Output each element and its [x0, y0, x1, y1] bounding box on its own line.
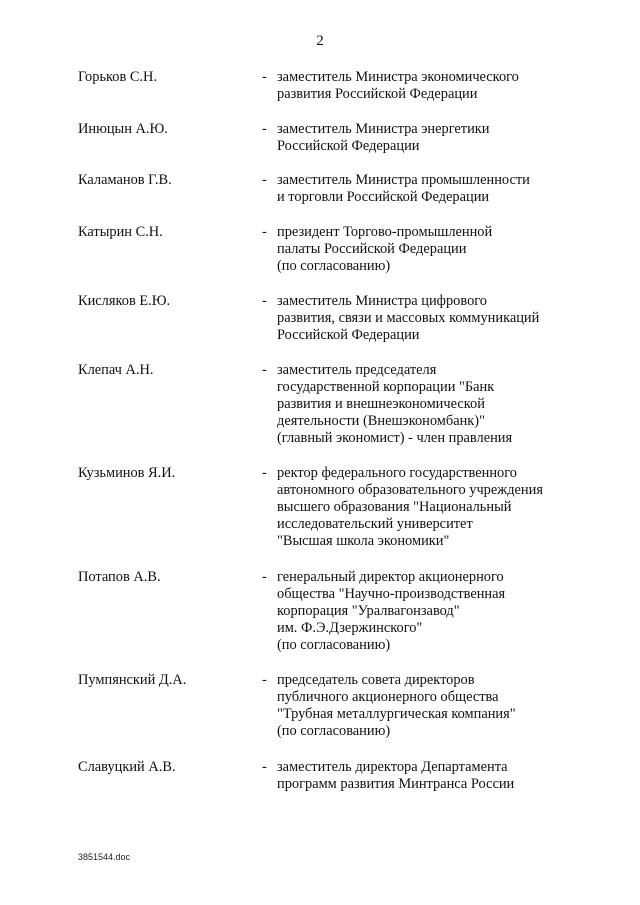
- member-entry: [78, 672, 578, 740]
- member-position: заместитель председателя государственной корпорации "Банк развития и внешнеэкономической деятельности (Внешэкономбанк)" (главный экономист) - член правления: [277, 362, 513, 446]
- member-name: Потапов А.В.: [78, 569, 161, 585]
- file-code: 3851544.doc: [78, 852, 131, 862]
- member-name: Каламанов Г.В.: [78, 172, 172, 188]
- member-entry: [78, 172, 578, 206]
- member-name: Катырин С.Н.: [78, 224, 163, 240]
- member-position: генеральный директор акционерного общества "Научно-производственная корпорация "Уралвагонзавод" им. Ф.Э.Дзержинского" (по согласованию): [277, 569, 506, 653]
- entry-dash: -: [262, 121, 267, 137]
- entry-dash: -: [262, 362, 267, 378]
- entry-dash: -: [262, 569, 267, 585]
- member-entry: [78, 69, 578, 103]
- member-position: заместитель директора Департамента программ развития Минтранса России: [277, 759, 515, 792]
- member-position: заместитель Министра цифрового развития, связи и массовых коммуникаций Российской Федерации: [277, 293, 540, 343]
- member-position: заместитель Министра энергетики Российской Федерации: [277, 121, 490, 154]
- member-list: [78, 69, 578, 793]
- entry-dash: -: [262, 172, 267, 188]
- member-name: Горьков С.Н.: [78, 69, 158, 85]
- member-entry: [78, 362, 578, 447]
- member-entry: [78, 121, 578, 155]
- member-name: Славуцкий А.В.: [78, 759, 176, 775]
- member-entry: [78, 465, 578, 550]
- member-name: Кисляков Е.Ю.: [78, 293, 171, 309]
- member-position: заместитель Министра промышленности и торговли Российской Федерации: [277, 172, 530, 205]
- entry-dash: -: [262, 672, 267, 688]
- entry-dash: -: [262, 69, 267, 85]
- entry-dash: -: [262, 465, 267, 481]
- entry-dash: -: [262, 759, 267, 775]
- member-name: Клепач А.Н.: [78, 362, 154, 378]
- member-position: председатель совета директоров публичного акционерного общества "Трубная металлургическая компания" (по согласованию): [277, 672, 516, 739]
- page-number: 2: [316, 33, 324, 49]
- member-name: Пумпянский Д.А.: [78, 672, 187, 688]
- member-entry: [78, 224, 578, 275]
- entry-dash: -: [262, 224, 267, 240]
- member-entry: [78, 293, 578, 344]
- member-name: Кузьминов Я.И.: [78, 465, 176, 481]
- member-name: Инюцын А.Ю.: [78, 121, 168, 137]
- entry-dash: -: [262, 293, 267, 309]
- member-position: президент Торгово-промышленной палаты Российской Федерации (по согласованию): [277, 224, 493, 274]
- member-position: ректор федерального государственного автономного образовательного учреждения высшего образования "Национальный исследовательский университет "Высшая школа экономики": [277, 465, 543, 549]
- member-position: заместитель Министра экономического развития Российской Федерации: [277, 69, 519, 102]
- member-entry: [78, 569, 578, 654]
- member-entry: [78, 759, 578, 793]
